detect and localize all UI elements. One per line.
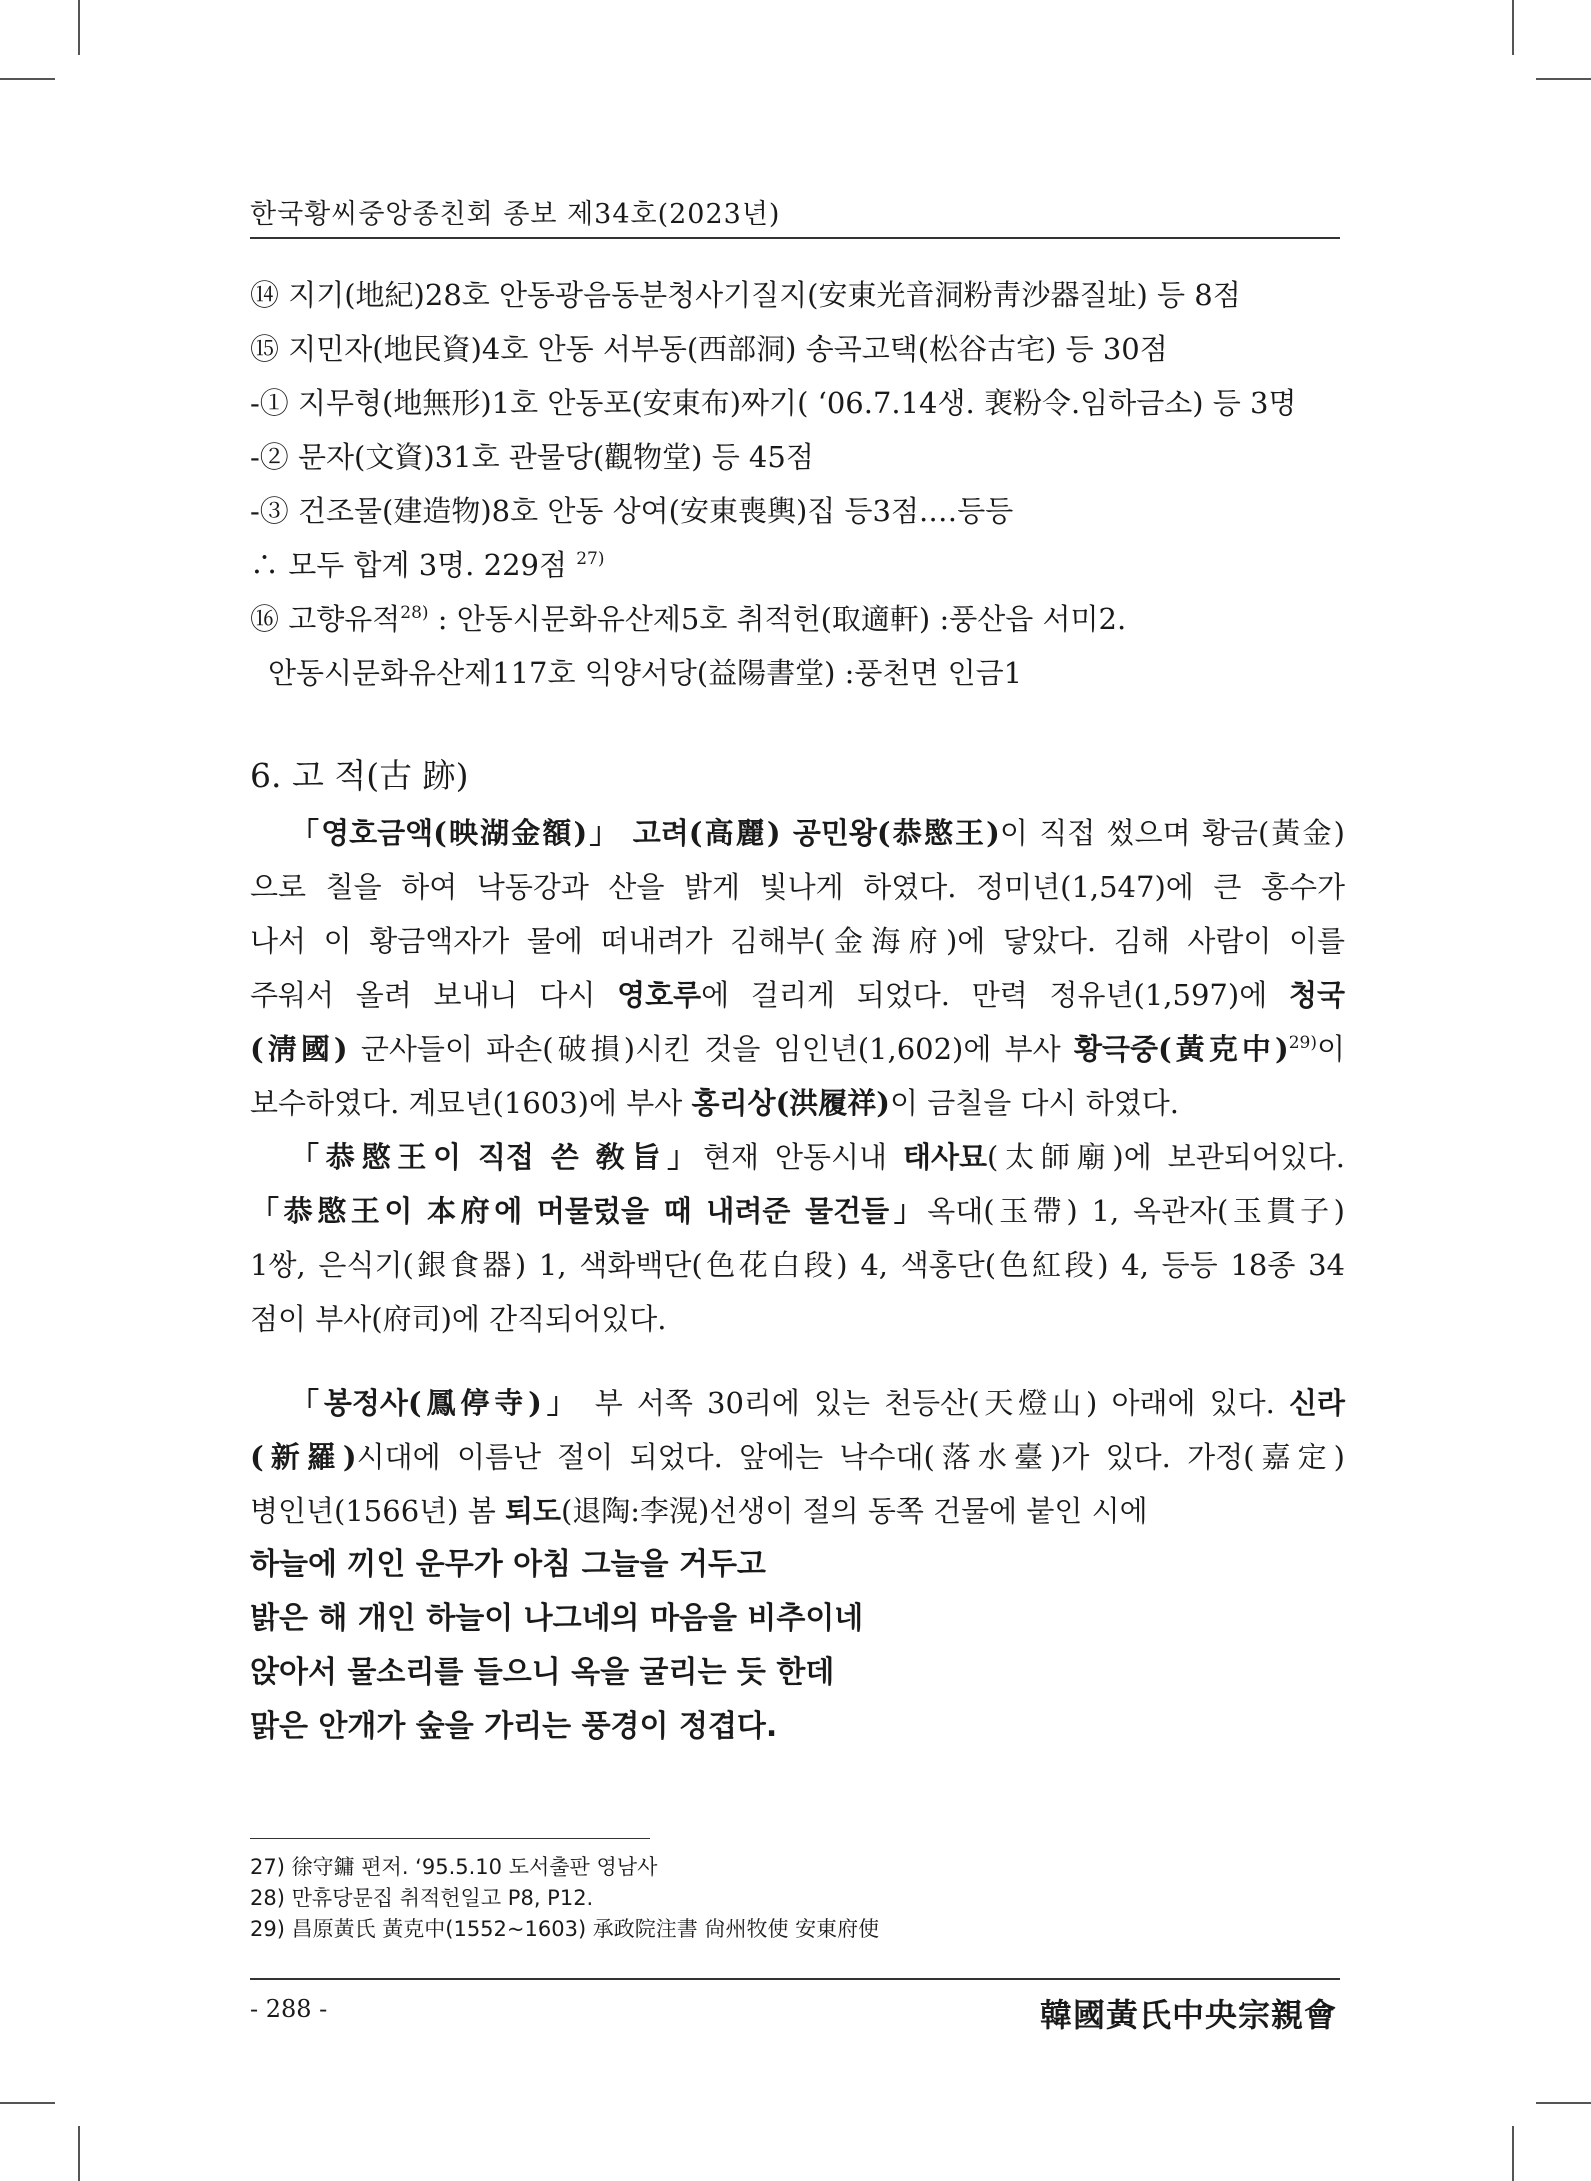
list-item: -② 문자(文資)31호 관물당(觀物堂) 등 45점 xyxy=(250,440,814,474)
footnote: 27) 徐守鏞 편저. ‘95.5.10 도서출판 영남사 xyxy=(250,1855,658,1879)
footnote: 28) 만휴당문집 취적헌일고 P8, P12. xyxy=(250,1886,594,1910)
footer-divider xyxy=(250,1978,1340,1980)
text-span: 이 xyxy=(1316,1032,1345,1066)
poem-line: 맑은 안개가 숲을 가리는 풍경이 정겹다. xyxy=(250,1709,778,1744)
list-item xyxy=(250,592,1340,646)
total-text: ∴ 모두 합계 3명. 229점 xyxy=(250,548,567,582)
section-title: 6. 고 적(古 跡) xyxy=(250,756,469,795)
paragraph-line xyxy=(250,1376,1345,1430)
list-item-text: ⑯ 고향유적 xyxy=(250,602,401,636)
paragraph-line xyxy=(250,1184,1345,1238)
poem-line: 밝은 해 개인 하늘이 나그네의 마음을 비추이네 xyxy=(250,1601,864,1636)
paragraph-line: 나서 이 황금액자가 물에 떠내려가 김해부(金海府)에 닿았다. 김해 사람이 이를 xyxy=(250,924,1345,958)
crop-mark xyxy=(78,0,80,55)
footnote-divider xyxy=(250,1838,650,1839)
running-header: 한국황씨중앙종친회 종보 제34호(2023년) xyxy=(250,199,781,230)
bold-phrase: 신라 xyxy=(1288,1386,1345,1420)
footnote-ref: 29) xyxy=(1288,1033,1317,1053)
footnote-ref: 28) xyxy=(400,603,429,623)
paragraph-line xyxy=(250,1484,1345,1538)
crop-mark xyxy=(78,2126,80,2181)
list-item-text: : 안동시문화유산제5호 취적헌(取適軒) :풍산읍 서미2. xyxy=(428,602,1127,636)
bold-phrase: (淸國) xyxy=(250,1032,348,1066)
footnotes xyxy=(250,1852,879,1945)
text-span: 옥대(玉帶) 1, 옥관자(玉貫子) xyxy=(927,1194,1345,1228)
header-divider xyxy=(250,237,1340,239)
paragraph xyxy=(250,1130,1345,1184)
paragraph-line xyxy=(250,1130,1345,1184)
society-name: 韓國黃氏中央宗親會 xyxy=(1039,1996,1337,2034)
bold-phrase: 「봉정사(鳳停寺)」 xyxy=(290,1386,581,1420)
paragraph-line: 1쌍, 은식기(銀食器) 1, 색화백단(色花白段) 4, 색홍단(色紅段) 4, 등등 18종 34 xyxy=(250,1248,1345,1282)
bold-phrase: 태사묘 xyxy=(902,1140,988,1174)
text-span: (退陶:李滉)선생이 절의 동쪽 건물에 붙인 시에 xyxy=(560,1494,1148,1528)
paragraph xyxy=(250,1184,1345,1346)
list-item: -③ 건조물(建造物)8호 안동 상여(安東喪輿)집 등3점.…등등 xyxy=(250,494,1014,528)
list-total xyxy=(250,538,1340,592)
list-item: ⑮ 지민자(地民資)4호 안동 서부동(西部洞) 송곡고택(松谷古宅) 등 30점 xyxy=(250,332,1168,366)
text-span: (太師廟)에 보관되어있다. xyxy=(987,1140,1345,1174)
bold-phrase: 영호루 xyxy=(617,978,702,1012)
paragraph-line xyxy=(250,806,1345,860)
text-span: 이 직접 썼으며 황금(黃金) xyxy=(999,816,1345,850)
text-span: 보수하였다. 계묘년(1603)에 부사 xyxy=(250,1086,692,1120)
bold-phrase: 황극중(黃克中) xyxy=(1073,1032,1289,1066)
poem-line: 하늘에 끼인 운무가 아침 그늘을 거두고 xyxy=(250,1547,766,1582)
footnote: 29) 昌原黃氏 黃克中(1552~1603) 承政院注書 尙州牧使 安東府使 xyxy=(250,1917,880,1941)
crop-mark xyxy=(1536,2102,1591,2104)
crop-mark xyxy=(0,2102,55,2104)
heritage-list xyxy=(250,268,1340,700)
bold-phrase: 홍리상(洪履祥) xyxy=(691,1086,890,1120)
text-span: 주워서 올려 보내니 다시 xyxy=(250,978,618,1012)
poem-line: 앉아서 물소리를 들으니 옥을 굴리는 듯 한데 xyxy=(250,1655,835,1690)
text-span: 이 금칠을 다시 하였다. xyxy=(889,1086,1179,1120)
text-span: 현재 안동시내 xyxy=(702,1140,903,1174)
paragraph xyxy=(250,1376,1345,1538)
bold-phrase: 「영호금액(映湖金額)」 고려(高麗) 공민왕(恭愍王) xyxy=(290,816,1000,850)
paragraph-line: 점이 부사(府司)에 간직되어있다. xyxy=(250,1302,667,1336)
list-item: -① 지무형(地無形)1호 안동포(安東布)짜기( ‘06.7.14생. 裵粉令.임하금소) 등 3명 xyxy=(250,386,1297,420)
crop-mark xyxy=(0,78,55,80)
text-span: 에 걸리게 되었다. 만력 정유년(1,597)에 xyxy=(701,978,1289,1012)
footnote-ref: 27) xyxy=(576,549,605,569)
paragraph xyxy=(250,806,1345,1130)
text-span: 군사들이 파손(破損)시킨 것을 임인년(1,602)에 부사 xyxy=(347,1032,1074,1066)
text-span: 시대에 이름난 절이 되었다. 앞에는 낙수대(落水臺)가 있다. 가정(嘉定) xyxy=(356,1440,1345,1474)
paragraph-line xyxy=(250,968,1345,1022)
bold-phrase: 청국 xyxy=(1288,978,1345,1012)
crop-mark xyxy=(1512,2126,1514,2181)
bold-phrase: 「恭愍王이 本府에 머물렀을 때 내려준 물건들」 xyxy=(250,1194,928,1228)
list-item: ⑭ 지기(地紀)28호 안동광음동분청사기질지(安東光音洞粉靑沙器질址) 등 8점 xyxy=(250,278,1241,312)
paragraph-line xyxy=(250,1076,1345,1130)
bold-phrase: 퇴도 xyxy=(504,1494,561,1528)
paragraph-line xyxy=(250,1430,1345,1484)
poem xyxy=(250,1538,863,1754)
text-span: 부 서쪽 30리에 있는 천등산(天燈山) 아래에 있다. xyxy=(580,1386,1289,1420)
crop-mark xyxy=(1536,78,1591,80)
bold-phrase: 「恭愍王이 직접 쓴 敎旨」 xyxy=(290,1140,703,1174)
text-span: 병인년(1566년) 봄 xyxy=(250,1494,505,1528)
list-item-continuation: 안동시문화유산제117호 익양서당(益陽書堂) :풍천면 인금1 xyxy=(268,656,1023,690)
paragraph-line xyxy=(250,1022,1345,1076)
paragraph-line: 으로 칠을 하여 낙동강과 산을 밝게 빛나게 하였다. 정미년(1,547)에 큰 홍수가 xyxy=(250,870,1345,904)
crop-mark xyxy=(1512,0,1514,55)
page-number: - 288 - xyxy=(250,1995,328,2023)
bold-phrase: (新羅) xyxy=(250,1440,357,1474)
